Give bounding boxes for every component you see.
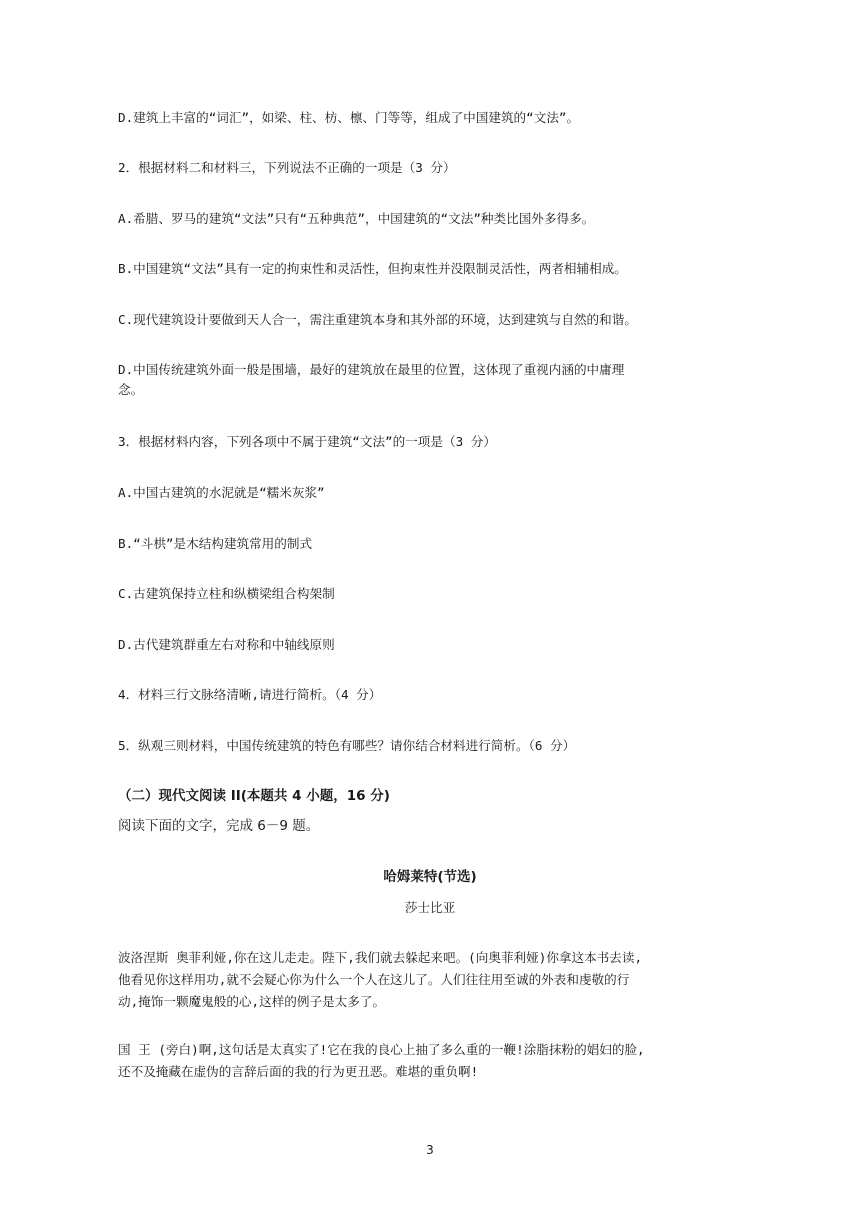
q2-stem: 2．根据材料二和材料三，下列说法不正确的一项是（3 分） — [118, 160, 456, 175]
q3-option-c: C.古建筑保持立柱和纵横梁组合构架制 — [118, 586, 335, 601]
section-heading: （二）现代文阅读 II(本题共 4 小题，16 分) — [118, 788, 390, 804]
q3-option-d: D.古代建筑群重左右对称和中轴线原则 — [118, 637, 335, 652]
q2-option-c: C.现代建筑设计要做到天人合一，需注重建筑本身和其外部的环境，达到建筑与自然的和谐。 — [118, 312, 637, 327]
q3-option-b: B.“斗栱”是木结构建筑常用的制式 — [118, 536, 313, 551]
passage-author: 莎士比亚 — [404, 900, 456, 915]
q2-option-b: B.中国建筑“文法”具有一定的拘束性和灵活性，但拘束性并没限制灵活性，两者相辅相成。 — [118, 261, 627, 276]
q5-stem: 5．纵观三则材料，中国传统建筑的特色有哪些？请你结合材料进行简析。（6 分） — [118, 738, 576, 753]
passage-paragraph-1-line2: 他看见你这样用功,就不会疑心你为什么一个人在这儿了。人们往往用至诚的外表和虔敬的行 — [118, 972, 630, 987]
q1-option-d: D.建筑上丰富的“词汇”，如梁、柱、枋、檩、门等等，组成了中国建筑的“文法”。 — [118, 110, 580, 125]
passage-paragraph-2-line1: 国 王 (旁白)啊,这句话是太真实了!它在我的良心上抽了多么重的一鞭!涂脂抹粉的娼妇的脸, — [118, 1042, 645, 1057]
page-number: 3 — [426, 1143, 434, 1157]
q3-option-a: A.中国古建筑的水泥就是“糯米灰浆” — [118, 485, 325, 500]
q2-option-d-line2: 念。 — [118, 382, 144, 397]
q2-option-a: A.希腊、罗马的建筑“文法”只有“五种典范”，中国建筑的“文法”种类比国外多得多。 — [118, 211, 595, 226]
section-instruction: 阅读下面的文字，完成 6－9 题。 — [118, 818, 320, 834]
q4-stem: 4．材料三行文脉络清晰,请进行简析。（4 分） — [118, 687, 382, 702]
passage-title: 哈姆莱特(节选) — [383, 869, 477, 885]
passage-paragraph-1-line1: 波洛涅斯 奥菲利娅,你在这儿走走。陛下,我们就去躲起来吧。(向奥菲利娅)你拿这本书去读, — [118, 950, 643, 965]
passage-paragraph-1-line3: 动,掩饰一颗魔鬼般的心,这样的例子是太多了。 — [118, 994, 386, 1009]
passage-paragraph-2-line2: 还不及掩藏在虚伪的言辞后面的我的行为更丑恶。难堪的重负啊! — [118, 1064, 479, 1079]
q2-option-d-line1: D.中国传统建筑外面一般是围墙，最好的建筑放在最里的位置，这体现了重视内涵的中庸理 — [118, 362, 625, 377]
q3-stem: 3．根据材料内容，下列各项中不属于建筑“文法”的一项是（3 分） — [118, 434, 496, 449]
